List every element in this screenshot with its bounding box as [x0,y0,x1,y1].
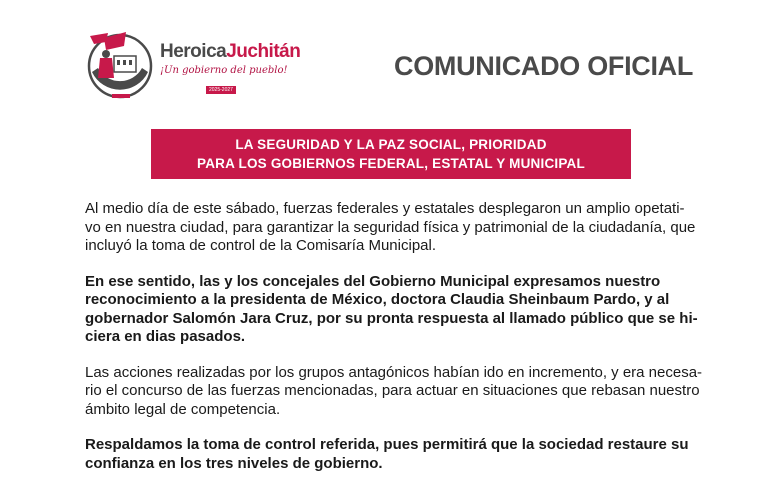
document-title: COMUNICADO OFICIAL [394,51,694,81]
headline-line-2: PARA LOS GOBIERNOS FEDERAL, ESTATAL Y MUNICIPAL [197,156,585,171]
paragraph-4 [85,436,693,473]
paragraph-line: gobernador Salomón Jara Cruz, por su pronta respuesta al llamado público que se hi- [85,309,698,327]
paragraph-line: ámbito legal de competencia. [85,400,281,418]
paragraph-line: rio el concurso de las fuerzas mencionadas, para actuar en situaciones que rebasan nuestro [85,382,700,399]
paragraph-2 [85,272,698,347]
paragraph-line: Respaldamos la toma de control referida, pues permitirá que la sociedad restaure su [85,436,689,453]
document-body [85,200,703,490]
paragraph-3 [85,363,703,420]
paragraph-line: reconocimiento a la presidenta de México, doctora Claudia Sheinbaum Pardo, y al [85,291,670,308]
brand-years-badge: 2025-2027 [206,86,236,94]
headline-banner [151,129,631,179]
paragraph-line: Las acciones realizadas por los grupos antagónicos habían ido en incremento, y era necesa- [85,363,703,381]
brand-block [160,42,300,96]
paragraph-line: confianza en los tres niveles de gobierno. [85,454,383,472]
letterhead [0,0,780,120]
headline-line-1: LA SEGURIDAD Y LA PAZ SOCIAL, PRIORIDAD [235,137,547,152]
paragraph-line: En ese sentido, las y los concejales del Gobierno Municipal expresamos nuestro [85,272,661,290]
brand-name-juchitan: Juchitán [226,41,301,62]
municipal-logo-icon [84,28,156,100]
paragraph-line: vo en nuestra ciudad, para garantizar la seguridad física y patrimonial de la ciudadanía, que [85,218,696,236]
brand-tagline: ¡Un gobierno del pueblo! [160,65,288,76]
paragraph-1 [85,200,696,256]
paragraph-line: Al medio día de este sábado, fuerzas federales y estatales desplegaron un amplio opetati- [85,200,685,217]
paragraph-line: incluyó la toma de control de la Comisaría Municipal. [85,237,436,254]
brand-name [160,42,300,62]
paragraph-line: ciera en dias pasados. [85,328,246,345]
brand-name-heroica: Heroica [160,41,227,62]
